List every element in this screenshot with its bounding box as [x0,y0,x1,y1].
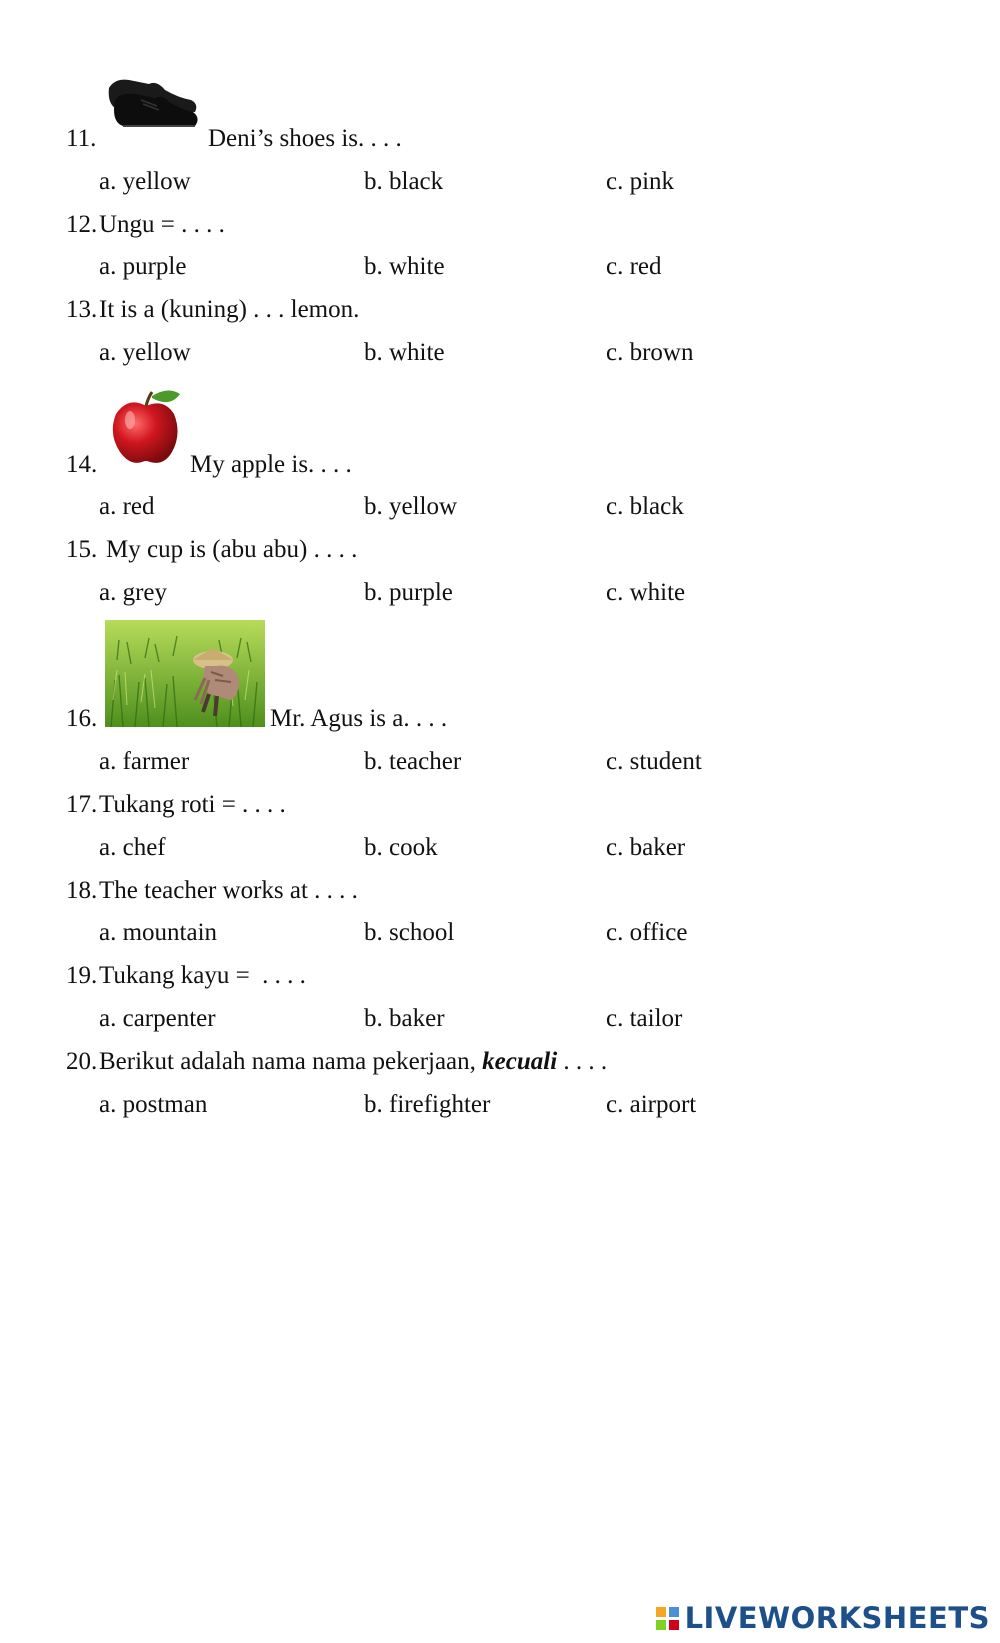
question-15-option-c[interactable]: c. white [606,579,686,606]
question-15-text: My cup is (abu abu) . . . . [106,536,358,563]
question-18-text: The teacher works at . . . . [99,877,358,904]
question-20-emphasis: kecuali [482,1048,558,1075]
liveworksheets-logo-icon [656,1607,679,1630]
question-19-text: Tukang kayu = . . . . [99,962,306,989]
question-11-text: Deni’s shoes is. . . . [208,125,402,152]
question-13-option-b[interactable]: b. white [364,339,445,366]
question-15-number: 15. [66,536,98,563]
question-20-number: 20. [66,1048,98,1075]
question-12-number: 12. [66,211,98,238]
question-14-number: 14. [66,451,98,478]
question-19-option-c[interactable]: c. tailor [606,1005,683,1032]
question-17-text: Tukang roti = . . . . [99,791,286,818]
farmer-rice-field-picture [105,620,265,727]
liveworksheets-logo[interactable] [656,1600,990,1636]
question-17-number: 17. [66,791,98,818]
question-12-option-b[interactable]: b. white [364,253,445,280]
question-16-text: Mr. Agus is a. . . . [270,705,448,732]
question-12-text: Ungu = . . . . [99,211,225,238]
question-16-option-b[interactable]: b. teacher [364,748,462,775]
question-19-option-b[interactable]: b. baker [364,1005,445,1032]
question-20-option-c[interactable]: c. airport [606,1091,697,1118]
question-14-option-a[interactable]: a. red [99,493,155,520]
question-18-option-c[interactable]: c. office [606,919,688,946]
question-13-text: It is a (kuning) . . . lemon. [99,296,360,323]
question-18-number: 18. [66,877,98,904]
black-shoes-picture [105,70,200,130]
question-16-option-a[interactable]: a. farmer [99,748,190,775]
question-16-number: 16. [66,705,98,732]
red-apple-picture [108,386,184,468]
question-13-option-a[interactable]: a. yellow [99,339,191,366]
question-20-option-b[interactable]: b. firefighter [364,1091,491,1118]
question-14-option-b[interactable]: b. yellow [364,493,458,520]
question-18-option-a[interactable]: a. mountain [99,919,218,946]
question-15-option-b[interactable]: b. purple [364,579,453,606]
question-17-option-a[interactable]: a. chef [99,834,166,861]
question-19-option-a[interactable]: a. carpenter [99,1005,216,1032]
question-11-option-a[interactable]: a. yellow [99,168,191,195]
question-14-option-c[interactable]: c. black [606,493,684,520]
question-13-number: 13. [66,296,98,323]
liveworksheets-logo-text: LIVEWORKSHEETS [684,1601,990,1635]
question-20-text-start: Berikut adalah nama nama pekerjaan, [99,1048,476,1075]
question-15-option-a[interactable]: a. grey [99,579,168,606]
question-17-option-c[interactable]: c. baker [606,834,686,861]
question-13-option-c[interactable]: c. brown [606,339,694,366]
question-17-option-b[interactable]: b. cook [364,834,438,861]
question-11-option-b[interactable]: b. black [364,168,444,195]
question-20-option-a[interactable]: a. postman [99,1091,208,1118]
question-11-option-c[interactable]: c. pink [606,168,675,195]
question-14-text: My apple is. . . . [190,451,352,478]
question-19-number: 19. [66,962,98,989]
question-20-text [99,1047,607,1077]
question-18-option-b[interactable]: b. school [364,919,455,946]
question-16-option-c[interactable]: c. student [606,748,702,775]
question-12-option-a[interactable]: a. purple [99,253,187,280]
question-20-text-end: . . . . [563,1048,608,1075]
question-12-option-c[interactable]: c. red [606,253,662,280]
question-11-number: 11. [66,125,97,152]
